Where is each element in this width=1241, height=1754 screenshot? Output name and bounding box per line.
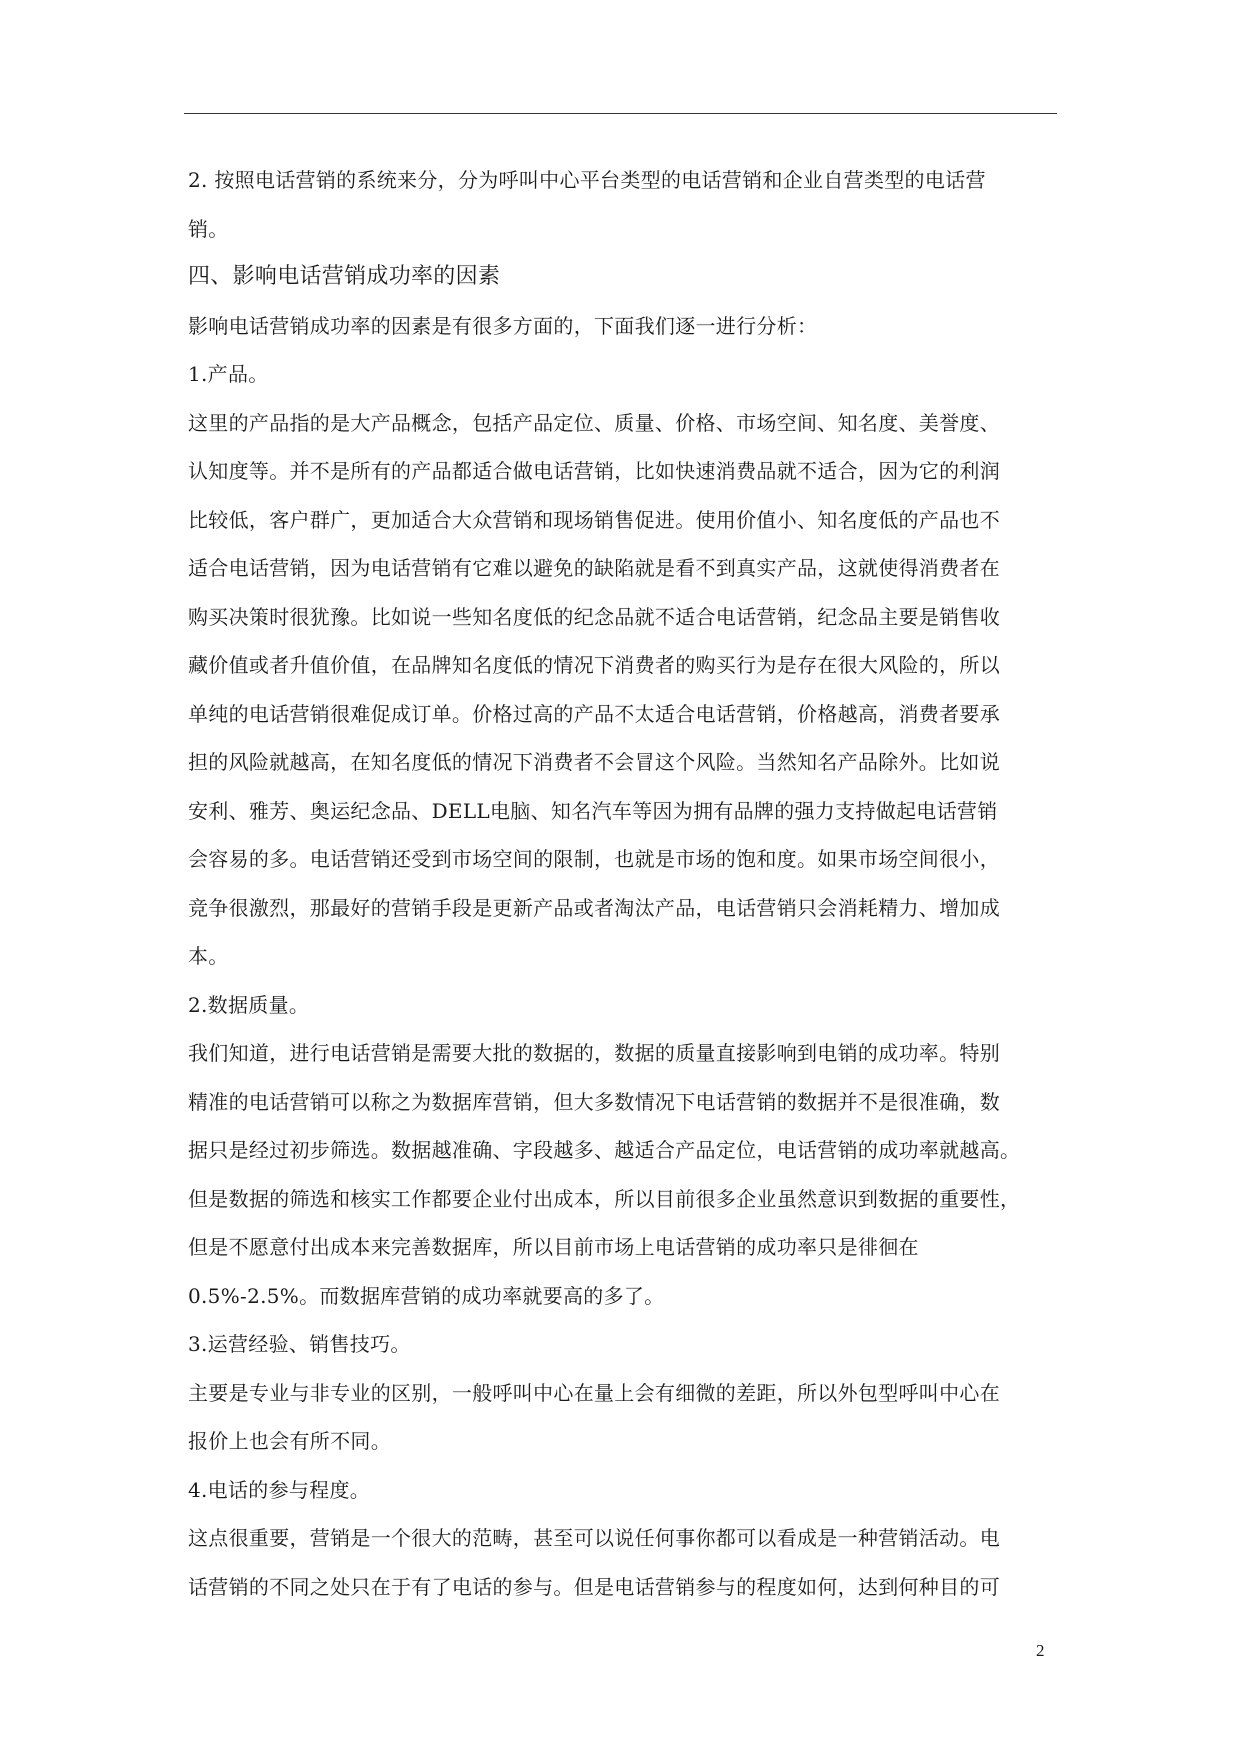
paragraph-line: 0.5%-2.5%。而数据库营销的成功率就要高的多了。 <box>188 1283 665 1308</box>
subheading: 4.电话的参与程度。 <box>188 1477 371 1502</box>
paragraph-line: 本。 <box>188 944 229 968</box>
paragraph-line: 这点很重要，营销是一个很大的范畴，甚至可以说任何事你都可以看成是一种营销活动。电 <box>188 1526 1000 1550</box>
paragraph-line: 购买决策时很犹豫。比如说一些知名度低的纪念品就不适合电话营销，纪念品主要是销售收 <box>188 604 1000 629</box>
paragraph-line: 安利、雅芳、奥运纪念品、DELL电脑、知名汽车等因为拥有品牌的强力支持做起电话营销 <box>188 798 998 823</box>
paragraph-line: 竞争很激烈，那最好的营销手段是更新产品或者淘汰产品，电话营销只会消耗精力、增加成 <box>188 895 1000 920</box>
subheading: 3.运营经验、销售技巧。 <box>188 1332 411 1356</box>
paragraph-line: 但是不愿意付出成本来完善数据库，所以目前市场上电话营销的成功率只是徘徊在 <box>188 1235 919 1259</box>
section-heading: 四、影响电话营销成功率的因素 <box>188 264 501 289</box>
paragraph-line: 担的风险就越高，在知名度低的情况下消费者不会冒这个风险。当然知名产品除外。比如说 <box>188 750 1000 774</box>
paragraph-line: 藏价值或者升值价值，在品牌知名度低的情况下消费者的购买行为是存在很大风险的，所以 <box>188 653 1000 677</box>
header-rule <box>184 113 1057 114</box>
paragraph-line: 适合电话营销，因为电话营销有它难以避免的缺陷就是看不到真实产品，这就使得消费者在 <box>188 556 1000 580</box>
subheading: 1.产品。 <box>188 362 269 386</box>
paragraph-line: 我们知道，进行电话营销是需要大批的数据的，数据的质量直接影响到电销的成功率。特别 <box>188 1041 1000 1065</box>
paragraph-line: 报价上也会有所不同。 <box>188 1429 391 1453</box>
paragraph-line: 会容易的多。电话营销还受到市场空间的限制，也就是市场的饱和度。如果市场空间很小， <box>188 847 1000 871</box>
paragraph-line: 据只是经过初步筛选。数据越准确、字段越多、越适合产品定位，电话营销的成功率就越高。 <box>188 1138 1021 1162</box>
paragraph-line: 2. 按照电话营销的系统来分，分为呼叫中心平台类型的电话营销和企业自营类型的电话营 <box>188 168 986 192</box>
paragraph-line: 认知度等。并不是所有的产品都适合做电话营销，比如快速消费品就不适合，因为它的利润 <box>188 459 1000 483</box>
paragraph-line: 影响电话营销成功率的因素是有很多方面的，下面我们逐一进行分析： <box>188 313 818 338</box>
paragraph-line: 主要是专业与非专业的区别，一般呼叫中心在量上会有细微的差距，所以外包型呼叫中心在 <box>188 1380 1000 1405</box>
document-body <box>188 156 1068 1611</box>
paragraph-line: 单纯的电话营销很难促成订单。价格过高的产品不太适合电话营销，价格越高，消费者要承 <box>188 701 1000 726</box>
paragraph-line: 销。 <box>188 216 229 241</box>
paragraph-line: 比较低，客户群广，更加适合大众营销和现场销售促进。使用价值小、知名度低的产品也不 <box>188 507 1000 532</box>
paragraph-line: 但是数据的筛选和核实工作都要企业付出成本，所以目前很多企业虽然意识到数据的重要性， <box>188 1186 1021 1211</box>
paragraph-line: 精准的电话营销可以称之为数据库营销，但大多数情况下电话营销的数据并不是很准确，数 <box>188 1089 1000 1114</box>
subheading: 2.数据质量。 <box>188 992 310 1017</box>
paragraph-line: 这里的产品指的是大产品概念，包括产品定位、质量、价格、市场空间、知名度、美誉度、 <box>188 410 1000 435</box>
paragraph-line: 话营销的不同之处只在于有了电话的参与。但是电话营销参与的程度如何，达到何种目的可 <box>188 1574 1000 1599</box>
page-number: 2 <box>1036 1641 1045 1660</box>
